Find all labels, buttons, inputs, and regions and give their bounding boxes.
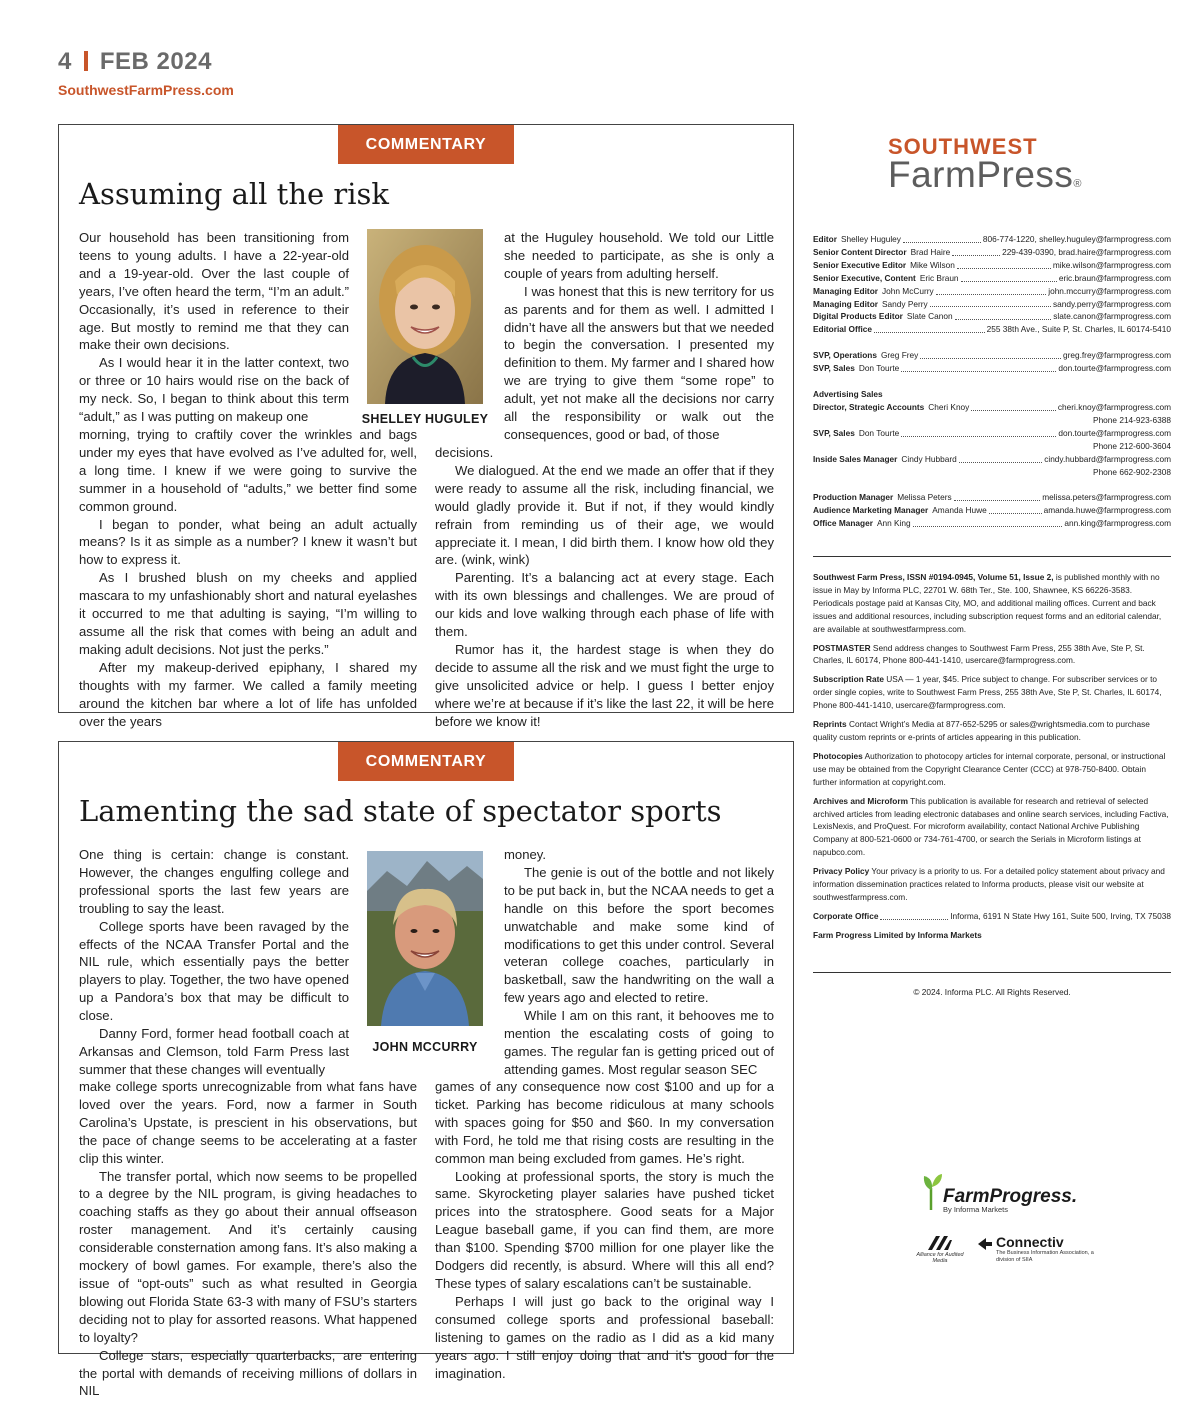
leader-dots [930, 298, 1051, 308]
article-column [79, 229, 349, 426]
staff-phone: Phone 212-600-3604 [1093, 440, 1171, 451]
leader-dots [913, 517, 1063, 527]
staff-row [813, 246, 1171, 259]
farmprogress-logo [921, 1172, 1078, 1214]
leader-dots [901, 427, 1056, 437]
staff-row [813, 453, 1171, 466]
divider [813, 972, 1171, 973]
article-assuming-risk [58, 124, 794, 729]
staff-role: Office Manager [813, 518, 873, 529]
commentary-kicker: COMMENTARY [338, 125, 514, 164]
staff-name: Sandy Perry [882, 298, 928, 309]
article-title: Assuming all the risk [79, 177, 389, 211]
paragraph: at the Huguley household. We told our Little she needed to participate, as she is only a couple of years from adulting herself. [504, 230, 774, 281]
staff-name: Cheri Knoy [928, 401, 970, 412]
staff-name: Eric Braun [919, 272, 959, 283]
staff-role: Director, Strategic Accounts [813, 401, 925, 412]
leader-dots [901, 362, 1056, 372]
paragraph: Rumor has it, the hardest stage is when they do decide to assume all the risk and we must fight the urge to give unsolicited advice or help. I guess I better enjoy where we’re at because if it’s like the last 22, it will be here before we know it! [435, 641, 774, 729]
author-byline: JOHN MCCURRY [372, 1040, 478, 1054]
staff-contact[interactable]: amanda.huwe@farmprogress.com [1043, 505, 1171, 516]
author-photo-shelley-huguley [367, 229, 483, 404]
leader-dots [961, 272, 1057, 282]
farmprogress-sub: By Informa Markets [943, 1205, 1009, 1214]
article-column [79, 1078, 417, 1400]
article-column [504, 846, 774, 1079]
staff-role: Audience Marketing Manager [813, 505, 929, 516]
leader-dots [936, 285, 1047, 295]
staff-name: Don Tourte [858, 427, 900, 438]
leader-dots [952, 246, 1000, 256]
pubinfo-text: Authorization to photocopy articles for internal corporate, personal, or instructional use may be obtained from the Copyright Clearance Center (CCC) at 978-750-8400. Obtain further information at copyright.com. [813, 750, 1166, 787]
pubinfo-paragraph [813, 571, 1171, 636]
staff-row [813, 233, 1171, 246]
logo-line2: FarmPress [888, 154, 1074, 195]
staff-row [813, 298, 1171, 311]
staff-contact[interactable]: john.mccurry@farmprogress.com [1048, 285, 1171, 296]
staff-contact[interactable]: melissa.peters@farmprogress.com [1042, 492, 1171, 503]
pubinfo-text: Your privacy is a priority to us. For a detailed policy statement about privacy and information dissemination practices related to Informa products, please visit our website at southwestfarmpress.com. [813, 866, 1165, 902]
corporate-office-row [813, 910, 1171, 923]
staff-row [813, 272, 1171, 285]
staff-row [813, 285, 1171, 298]
article-spectator-sports [58, 741, 794, 1399]
paragraph: We dialogued. At the end we made an offer that if they were ready to assume all the risk, including financial, we would gladly provide it. But if not, if they would kindly refrain from reminding us of their age, we would appreciate it. I mean, I did birth them. I know how old they are. (wink, wink) [435, 462, 774, 568]
article-title: Lamenting the sad state of spectator sports [79, 794, 722, 828]
paragraph: The transfer portal, which now seems to be propelled to a degree by the NIL program, is giving headaches to coaching staffs as they go about their annual offseason roster management. And it’s certainly causing considerable consternation among fans. It’s also making a mockery of bowl games. For example, there’s also the issue of “opt-outs” such as what resulted in Georgia blowing out Florida State 63-3 with many of FSU’s starters deciding not to play for assorted reasons. What happened to loyalty? [79, 1168, 417, 1345]
logo-reg: ® [1073, 178, 1083, 190]
pubinfo-paragraph [813, 673, 1171, 712]
staff-row [813, 491, 1171, 504]
pubinfo-lead: Reprints [813, 719, 847, 730]
staff-role: Managing Editor [813, 298, 878, 309]
paragraph: As I would hear it in the latter context, two or three or 10 hairs would rise on the back of my neck. So, I began to think about this term “adult,” as I was putting on makeup one [79, 355, 349, 425]
aam-icon [926, 1236, 954, 1250]
pubinfo-lead: Privacy Policy [813, 866, 870, 877]
spacer [813, 336, 1171, 349]
staff-row [813, 349, 1171, 362]
staff-row [813, 427, 1171, 440]
leader-dots [989, 504, 1042, 514]
aam-logo [915, 1236, 965, 1264]
southwest-farmpress-logo [888, 134, 1082, 196]
staff-role: Editorial Office [813, 324, 873, 335]
staff-contact[interactable]: cheri.knoy@farmprogress.com [1057, 401, 1171, 412]
paragraph: Parenting. It’s a balancing act at every stage. Each with its own blessings and challenges. We are proud of our kids and love walking through each phase of life with them. [435, 570, 774, 640]
staff-contact[interactable]: cindy.hubbard@farmprogress.com [1044, 453, 1171, 464]
pubinfo-lead: Photocopies [813, 750, 863, 761]
staff-name: Slate Canon [906, 311, 953, 322]
paragraph: Our household has been transitioning from teens to young adults. I have a 22-year-old and a 19-year-old. Over the last couple of years, I’ve often heard the term, “I’m an adult.” Occasionally, it’s used in reference to their age. But mostly to remind me that they can make their own decisions. [79, 230, 349, 353]
paragraph: Danny Ford, former head football coach at Arkansas and Clemson, told Farm Press last summer that these changes will eventually [79, 1026, 349, 1077]
staff-row [813, 401, 1171, 414]
staff-contact[interactable]: 229-439-0390, brad.haire@farmprogress.com [1002, 246, 1171, 257]
paragraph: Perhaps I will just go back to the original way I consumed college sports and professional baseball: listening to games on the radio as I did as a kid many years ago. I still enjoy doing that and it’s good for the imagination. [435, 1293, 774, 1381]
leader-dots [971, 401, 1056, 411]
staff-role: Production Manager [813, 492, 894, 503]
folio-divider [84, 51, 88, 71]
staff-name: Brad Haire [910, 246, 951, 257]
staff-role: Senior Content Director [813, 246, 907, 257]
pubinfo-text: Contact Wright’s Media at 877-652-5295 or sales@wrightsmedia.com to purchase quality custom reprints or e-prints of articles appearing in this publication. [813, 719, 1150, 742]
staff-contact[interactable]: 255 38th Ave., Suite P, St. Charles, IL 60174-5410 [986, 324, 1171, 335]
staff-name: Ann King [876, 518, 911, 529]
staff-name: Cindy Hubbard [901, 453, 957, 464]
paragraph-continued: make college sports unrecognizable from what fans have loved over the years. Ford, now a farmer in South Carolina’s Upstate, is prescient in his observations, but the pace of change seems to be accelerating at a faster clip this winter. [79, 1079, 417, 1166]
leader-dots [874, 323, 985, 333]
staff-role: Editor [813, 234, 837, 244]
website-link[interactable]: SouthwestFarmPress.com [58, 82, 234, 98]
staff-name: Shelley Huguley [840, 234, 901, 244]
staff-name: Amanda Huwe [932, 505, 987, 516]
staff-contact[interactable]: eric.braun@farmprogress.com [1058, 272, 1171, 283]
staff-role: Senior Executive, Content [813, 272, 916, 283]
paragraph: As I brushed blush on my cheeks and applied mascara to my unfashionably short and natural eyelashes it occurred to me that adulting is saying, “I’m willing to assume all the risk that comes with being an adult and making adult decisions. Not just the perks.” [79, 570, 417, 657]
staff-role: SVP, Sales [813, 427, 855, 438]
leader-dots [903, 233, 981, 243]
leader-dots [880, 910, 948, 920]
staff-name: Melissa Peters [897, 492, 952, 503]
staff-contact[interactable]: mike.wilson@farmprogress.com [1052, 259, 1171, 270]
staff-contact[interactable]: ann.king@farmprogress.com [1064, 518, 1171, 529]
staff-role: SVP, Operations [813, 350, 877, 361]
staff-row [813, 517, 1171, 530]
article-column [79, 846, 349, 1079]
connectiv-sub: The Business Information Association, a division of SIIA [996, 1250, 1094, 1263]
paragraph: Looking at professional sports, the story is much the same. Skyrocketing player salaries have pushed ticket prices into the stratosphere. Good seats for a Major League baseball game, if you can find them, are more than $100. Spending $700 million for one player like the Dodgers did recently, is absurd. Where will this all end? These types of salary escalations can’t be sustainable. [435, 1168, 774, 1291]
staff-contact[interactable]: don.tourte@farmprogress.com [1058, 427, 1171, 438]
farm-progress-limited: Farm Progress Limited by Informa Markets [813, 929, 982, 940]
pubinfo-paragraph [813, 718, 1171, 744]
divider [813, 556, 1171, 557]
staff-contact[interactable]: sandy.perry@farmprogress.com [1052, 298, 1171, 309]
pubinfo-text: Send address changes to Southwest Farm Press, 255 38th Ave, Ste P, St. Charles, IL 60174, Phone 800-441-1410, usercare@farmprogress.com. [813, 642, 1145, 666]
pubinfo-lead: POSTMASTER [813, 642, 871, 653]
pubinfo-lead: Subscription Rate [813, 674, 884, 685]
pubinfo-paragraph [813, 750, 1171, 789]
staff-row [813, 323, 1171, 336]
farmprogress-name: FarmProgress. [943, 1186, 1078, 1207]
publication-info [813, 571, 1171, 942]
leader-dots [957, 259, 1051, 269]
paragraph: College sports have been ravaged by the effects of the NCAA Transfer Portal and the NIL rule, which essentially pays the better players to play. Together, the two have opened up a Pandora’s box that may be difficult to close. [79, 918, 349, 1024]
staff-row [813, 362, 1171, 375]
paragraph-continued: morning, trying to craftily cover the wrinkles and bags under my eyes that have evolved as I’ve adulted for, well, a long time. I knew if we were going to survive the summer in a household of “adults,” we better find some common ground. [79, 427, 417, 514]
advertising-heading: Advertising Sales [813, 389, 883, 400]
leader-dots [959, 453, 1042, 463]
paragraph: After my makeup-derived epiphany, I shared my thoughts with my farmer. We called a family meeting around the kitchen bar where a lot of life has unfolded over the years [79, 659, 417, 729]
sprout-icon [921, 1172, 943, 1210]
article-column [79, 426, 417, 730]
article-column [504, 229, 774, 444]
staff-name: John McCurry [882, 285, 934, 296]
author-byline: SHELLEY HUGULEY [361, 412, 489, 426]
connectiv-icon [976, 1236, 994, 1252]
spacer [813, 478, 1171, 491]
logo-line1: SOUTHWEST [888, 134, 1038, 159]
staff-role: Inside Sales Manager [813, 453, 898, 464]
staff-row [813, 259, 1171, 272]
corporate-address: Informa, 6191 N State Hwy 161, Suite 500, Irving, TX 75038 [950, 910, 1171, 921]
staff-role: SVP, Sales [813, 363, 855, 374]
staff-contact[interactable]: don.tourte@farmprogress.com [1058, 363, 1171, 374]
masthead-staff [813, 233, 1171, 530]
connectiv-logo [976, 1234, 1096, 1263]
staff-role: Managing Editor [813, 285, 878, 296]
pubinfo-text: is published monthly with no issue in May by Informa PLC, 22701 W. 68th Ter., Ste. 100, Shawnee, KS 66226-3583. Periodicals postage paid at Kansas City, MO, and additional mailing offices. Current and back issues and additional resources, including subscription request forms and an editorial calendar, are available at southwestfarmpress.com. [813, 572, 1162, 634]
connectiv-name: Connectiv [996, 1234, 1064, 1250]
leader-dots [954, 491, 1041, 501]
paragraph: One thing is certain: change is constant. However, the changes engulfing college and professional sports the last few years are troubling to say the least. [79, 847, 349, 916]
staff-phone: Phone 214-923-6388 [1093, 414, 1171, 425]
article-column [435, 444, 774, 731]
pubinfo-paragraph [813, 795, 1171, 860]
staff-role: Senior Executive Editor [813, 259, 907, 270]
copyright-notice: © 2024. Informa PLC. All Rights Reserved. [913, 987, 1071, 997]
paragraph: While I am on this rant, it behooves me to mention the escalating costs of going to games. The regular fan is getting priced out of attending games. Most regular season SEC [504, 1008, 774, 1077]
aam-text: Alliance for Audited Media [916, 1252, 964, 1264]
staff-row [813, 310, 1171, 323]
paragraph: The genie is out of the bottle and not likely to be put back in, but the NCAA needs to get a handle on this before the sport becomes unwatchable and make some kind of modifications to get this under control. Several veteran college coaches, particularly in basketball, saw the handwriting on the wall a few years ago and elected to retire. [504, 864, 774, 1006]
commentary-kicker: COMMENTARY [338, 742, 514, 781]
paragraph-continued: decisions. [435, 445, 494, 460]
corporate-role: Corporate Office [813, 910, 879, 921]
staff-name: Don Tourte [858, 363, 900, 374]
staff-phone: Phone 662-902-2308 [1093, 466, 1171, 477]
staff-row [813, 504, 1171, 517]
pubinfo-paragraph [813, 642, 1171, 668]
folio [58, 48, 212, 76]
paragraph: I was honest that this is new territory for us as parents and for them as well. I admitted I didn’t have all the answers but that we needed to begin the conversation. I presented my definition to them. My farmer and I shared how we are trying to give them “some rope” to adult, yet not make all the decisions nor carry all the responsibility or walk out the consequences, good or bad, of those [504, 283, 775, 442]
paragraph-continued: games of any consequence now cost $100 and up for a ticket. Parking has become ridiculous at many schools with spaces going for $50 and $60. In my conversation with Ford, he told me that rising costs are resulting in the common man being excluded from games. He’s right. [435, 1079, 774, 1166]
leader-dots [920, 349, 1061, 359]
staff-contact[interactable]: 806-774-1220, shelley.huguley@farmprogress.com [982, 234, 1171, 244]
spacer [813, 375, 1171, 388]
staff-contact[interactable]: slate.canon@farmprogress.com [1053, 311, 1171, 322]
pubinfo-text: This publication is available for research and retrieval of selected archived articles from leading electronic databases and online search services, including Factiva, LexisNexis, and ProQuest. For microform availability, contact National Archive Publishing Company at 800-521-0600 or 734-761-4700, or search the Serials in Microform listings at napubco.com. [813, 795, 1169, 858]
article-column [435, 1078, 774, 1382]
pubinfo-lead: Archives and Microform [813, 795, 908, 806]
author-photo-john-mccurry [367, 851, 483, 1026]
staff-name: Greg Frey [880, 350, 919, 361]
staff-role: Digital Products Editor [813, 311, 903, 322]
pubinfo-paragraph [813, 865, 1171, 904]
paragraph: I began to ponder, what being an adult actually means? Is it as simple as a number? I knew it wasn’t but how to express it. [79, 516, 417, 568]
paragraph: money. [504, 847, 546, 862]
leader-dots [955, 310, 1052, 320]
paragraph: College stars, especially quarterbacks, are entering the portal with demands of receiving millions of dollars in NIL [79, 1347, 417, 1399]
page-number: 4 [58, 48, 72, 75]
staff-contact[interactable]: greg.frey@farmprogress.com [1062, 350, 1171, 361]
staff-name: Mike Wilson [910, 259, 955, 270]
issue-date: FEB 2024 [99, 48, 212, 75]
pubinfo-text: USA — 1 year, $45. Price subject to change. For subscriber services or to order single copies, write to Southwest Farm Press, 255 38th Ave, Ste P, St. Charles, IL 60174, Phone 800-441-1410, usercare@farmprogress.com. [813, 674, 1162, 711]
pubinfo-lead: Southwest Farm Press, ISSN #0194-0945, Volume 51, Issue 2, [813, 572, 1054, 582]
